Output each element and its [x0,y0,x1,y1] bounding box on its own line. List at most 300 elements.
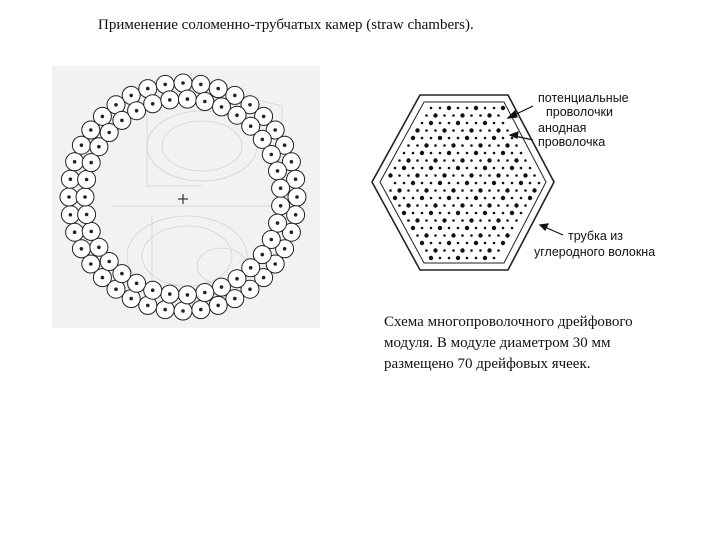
anode-wire-dot [424,143,428,147]
potential-wire-dot [529,167,532,170]
straw-wire [262,276,266,280]
potential-wire-dot [502,137,505,140]
straw-wire [69,213,73,217]
potential-wire-dot [511,152,514,155]
anode-wire-dot [474,196,478,200]
potential-wire-dot [470,144,473,147]
anode-wire-dot [438,226,442,230]
anode-wire-dot [415,218,419,222]
straw-wire [249,124,253,128]
straw-wire [120,272,124,276]
straw-wire [135,109,139,113]
potential-wire-dot [515,189,518,192]
potential-wire-dot [497,114,500,117]
straw-wire [186,97,190,101]
potential-wire-dot [439,212,442,215]
potential-wire-dot [506,159,509,162]
anode-wire-dot [433,203,437,207]
potential-wire-dot [488,219,491,222]
straw-wire [216,304,220,308]
potential-wire-dot [502,227,505,230]
anode-wire-dot [433,158,437,162]
anode-wire-dot [478,233,482,237]
potential-wire-dot [412,197,415,200]
anode-wire-dot [420,241,424,245]
anode-wire-dot [532,188,536,192]
anode-wire-dot [415,128,419,132]
potential-wire-dot [479,174,482,177]
anode-wire-label-1: анодная [538,121,587,135]
potential-wire-dot [452,204,455,207]
potential-wire-dot [511,197,514,200]
anode-wire-dot [487,158,491,162]
potential-wire-dot [524,204,527,207]
potential-wire-dot [497,144,500,147]
potential-wire-dot [497,234,500,237]
anode-wire-dot [393,196,397,200]
potential-wire-dot [515,174,518,177]
potential-wire-dot [403,152,406,155]
straw-wire [279,186,283,190]
potential-wire-dot [421,212,424,215]
straw-wire [290,160,294,164]
straw-wire [89,128,93,132]
potential-wire-dot [452,249,455,252]
potential-wire-dot [524,189,527,192]
straw-wire [129,94,133,98]
anode-wire-dot [514,203,518,207]
straw-wire [290,230,294,234]
anode-wire-dot [451,233,455,237]
potential-wire-dot [502,182,505,185]
anode-wire-dot [492,226,496,230]
anode-wire-dot [447,151,451,155]
potential-wire-dot [452,114,455,117]
potential-wire-dot [439,152,442,155]
anode-wire-dot [406,158,410,162]
anode-wire-dot [411,226,415,230]
potential-wire-dot [448,182,451,185]
potential-wire-dot [430,242,433,245]
potential-wire-dot [461,219,464,222]
potential-wire-dot [430,197,433,200]
potential-wire-dot [479,204,482,207]
anode-wire-label-2: проволочка [538,135,606,149]
potential-wire-dot [470,234,473,237]
potential-wire-dot [475,257,478,260]
straw-wire [261,253,265,257]
anode-wire-dot [501,151,505,155]
straw-wire [220,105,224,109]
potential-wire-dot [520,212,523,215]
straw-wire [270,153,274,157]
potential-wire-dot [484,107,487,110]
anode-wire-dot [429,211,433,215]
potential-wire-dot [412,167,415,170]
straw-wire [73,230,77,234]
potential-wire-dot [497,159,500,162]
potential-wire-dot [484,182,487,185]
straw-wire [83,195,87,199]
straw-wire [283,247,287,251]
tube-label-2: углеродного волокна [534,245,656,259]
straw-wire [270,238,274,242]
anode-wire-dot [420,196,424,200]
potential-wire-dot [457,152,460,155]
potential-wire-dot [421,122,424,125]
potential-wire-dot [412,212,415,215]
potential-wire-dot [448,212,451,215]
potential-wire-dot [479,159,482,162]
potential-wire-dot [506,174,509,177]
straw-wire [233,297,237,301]
potential-wire-dot [421,227,424,230]
anode-wire-dot [442,218,446,222]
straw-wire [97,145,101,149]
straw-wire [163,308,167,312]
straw-wire [249,266,253,270]
anode-wire-dot [469,173,473,177]
potential-wire-dot [434,219,437,222]
potential-wire-dot [488,189,491,192]
anode-wire-dot [505,188,509,192]
straw-wire [135,282,139,286]
straw-wire [199,308,203,312]
potential-wire-dot [484,197,487,200]
straw-wire [67,195,71,199]
anode-wire-dot [492,181,496,185]
straw-wire [151,102,155,106]
anode-wire-dot [411,136,415,140]
potential-wire-dot [421,137,424,140]
potential-wire-dot [497,189,500,192]
potential-wire-dot [497,249,500,252]
straw-wire [107,260,111,264]
straw-wire [181,81,185,85]
anode-wire-dot [402,211,406,215]
potential-wire-dot [475,137,478,140]
anode-wire-dot [429,256,433,260]
anode-wire-dot [456,166,460,170]
potential-wire-dot [511,227,514,230]
anode-wire-dot [451,143,455,147]
caption-line-3: размещено 70 дрейфовых ячеек. [384,356,591,372]
potential-wire-dot [425,174,428,177]
straw-wire [294,213,298,217]
potential-wire-dot [493,212,496,215]
anode-wire-dot [456,211,460,215]
anode-wire-dot [397,188,401,192]
anode-wire-dot [415,173,419,177]
straw-wire [262,115,266,119]
potential-wire-dot [452,219,455,222]
potential-wire-dot [439,197,442,200]
potential-wire-dot [412,152,415,155]
potential-wire-dot [425,204,428,207]
potential-wire-dot [421,182,424,185]
anode-wire-dot [487,248,491,252]
potential-wire-dot [394,182,397,185]
potential-wire-dot [457,107,460,110]
anode-wire-dot [487,203,491,207]
anode-wire-dot [505,233,509,237]
potential-wire-dot [461,144,464,147]
straw-wire [114,103,118,107]
potential-wire-dot [452,174,455,177]
potential-wire-dot [479,219,482,222]
potential-wire-dot [488,174,491,177]
anode-wire-dot [447,106,451,110]
anode-wire-dot [478,143,482,147]
slide-title: Применение соломенно-трубчатых камер (straw chambers). [98,17,474,33]
potential-wire-dot [398,204,401,207]
anode-wire-dot [411,181,415,185]
anode-wire-dot [478,188,482,192]
potential-wire-dot [439,107,442,110]
straw-wire [276,221,280,225]
potential-wire-dot [502,212,505,215]
potential-wire-dot [416,189,419,192]
potential-wire-dot [434,234,437,237]
potential-wire-dot [443,114,446,117]
straw-wire [220,285,224,289]
straw-wire [261,138,265,142]
anode-wire-dot [460,248,464,252]
straw-wire [168,98,172,102]
potential-wire-dot [461,174,464,177]
potential-wire-dot [511,182,514,185]
hex-module-figure [368,90,700,280]
potential-wire-dot [434,129,437,132]
straw-wire [69,177,73,181]
potential-wire-dot [457,197,460,200]
potential-wire-dot [493,197,496,200]
straw-wire [276,169,280,173]
potential-wire-dot [452,129,455,132]
anode-wire-dot [402,166,406,170]
anode-wire-dot [474,106,478,110]
anode-wire-dot [460,158,464,162]
straw-ring-figure [52,66,320,328]
straw-wire [203,100,207,104]
straw-wire [235,277,239,281]
potential-wire-dot [416,234,419,237]
straw-wire [85,213,89,217]
straw-wire [101,115,105,119]
potential-wire-dot [493,242,496,245]
potential-wire-dot [439,242,442,245]
potential-wire-dot [484,227,487,230]
potential-wire-dot [470,204,473,207]
potential-wire-dot [484,137,487,140]
potential-wire-dot [434,174,437,177]
potential-wire-dot [520,152,523,155]
anode-wire-dot [483,211,487,215]
potential-wire-dot [466,167,469,170]
potential-wire-dot [457,182,460,185]
potential-wire-dot [488,144,491,147]
potential-wire-dot [520,197,523,200]
potential-wire-dot [493,152,496,155]
potential-wire-dot [434,189,437,192]
potential-wire-dot [434,144,437,147]
potential-wire-dot [520,167,523,170]
potential-wire-dot [466,212,469,215]
potential-wire-dot [470,159,473,162]
potential-wire-dot [443,249,446,252]
potential-wire-dot [466,242,469,245]
potential-wire-dot [443,204,446,207]
potential-wire-dot [430,182,433,185]
potential-wire-dot [430,107,433,110]
anode-wire-dot [447,241,451,245]
anode-wire-dot [406,203,410,207]
anode-wire-dot [433,113,437,117]
potential-wire-dot [475,182,478,185]
anode-wire-dot [496,128,500,132]
anode-wire-dot [465,181,469,185]
anode-wire-dot [420,151,424,155]
potential-wire-dot [529,182,532,185]
straw-wire [146,87,150,91]
potential-wire-dot [452,159,455,162]
anode-wire-dot [388,173,392,177]
potential-wire-dot [506,219,509,222]
straw-wire [273,128,277,132]
potential-wire-dot [430,137,433,140]
potential-wire-dot [430,227,433,230]
potential-wire-dot [466,122,469,125]
anode-wire-dot [460,113,464,117]
anode-wire-dot [496,218,500,222]
anode-wire-dot [429,166,433,170]
anode-wire-dot [451,188,455,192]
potential-wire-dot [403,197,406,200]
anode-wire-dot [456,256,460,260]
potential-wire-dot [470,189,473,192]
straw-wire [101,276,105,280]
potential-wire-dot [439,257,442,260]
anode-wire-dot [528,196,532,200]
anode-wire-dot [438,136,442,140]
potential-wire-dot [515,144,518,147]
straw-wire [295,195,299,199]
potential-wire-dot [398,159,401,162]
straw-wire [203,291,207,295]
potential-wire-dot [488,129,491,132]
anode-wire-dot [483,256,487,260]
anode-wire-dot [424,233,428,237]
straw-wire [248,103,252,107]
potential-wire-dot [493,122,496,125]
caption-line-1: Схема многопроволочного дрейфового [384,314,633,330]
potential-wire-dot [416,159,419,162]
potential-wire-dot [493,107,496,110]
anode-wire-dot [429,121,433,125]
potential-wire-dot [403,182,406,185]
potential-wires-label-2: проволочки [546,105,613,119]
anode-wire-dot [456,121,460,125]
straw-wire [279,204,283,208]
figure-caption [384,312,704,375]
straw-wire [199,83,203,87]
straw-wire [89,230,93,234]
potential-wire-dot [479,249,482,252]
potential-wire-dot [430,152,433,155]
hexagon-tube [372,95,554,270]
anode-wire-dot [442,173,446,177]
anode-wire-dot [447,196,451,200]
potential-wire-dot [502,122,505,125]
anode-wire-dot [469,218,473,222]
anode-wire-dot [465,226,469,230]
anode-wire-dot [487,113,491,117]
potential-wires-label-1: потенциальные [538,91,629,105]
anode-wire-dot [474,151,478,155]
potential-wire-dot [448,122,451,125]
potential-wire-dot [421,167,424,170]
potential-wire-dot [493,257,496,260]
potential-wire-dot [407,219,410,222]
potential-wire-dot [439,167,442,170]
straw-wire [80,143,84,147]
potential-wire-dot [470,114,473,117]
potential-wire-dot [461,234,464,237]
potential-wire-dot [407,174,410,177]
potential-wire-dot [407,189,410,192]
potential-wire-dot [425,219,428,222]
potential-wire-dot [466,197,469,200]
anode-wire-dot [438,181,442,185]
straw-wire [186,293,190,297]
caption-line-2: модуля. В модуле диаметром 30 мм [384,335,611,351]
potential-wire-dot [425,159,428,162]
potential-wire-dot [398,174,401,177]
potential-wire-dot [461,189,464,192]
potential-wire-dot [448,257,451,260]
potential-wire-dot [475,122,478,125]
potential-wire-dot [479,114,482,117]
straw-wire [80,247,84,251]
anode-wire-dot [424,188,428,192]
straw-wire [120,119,124,123]
potential-wire-dot [416,204,419,207]
anode-wire-dot [514,158,518,162]
anode-wire-dot [460,203,464,207]
straw-wire [248,287,252,291]
straw-wire [114,287,118,291]
potential-wire-dot [475,212,478,215]
potential-wire-dot [457,242,460,245]
straw-wire [85,178,89,182]
anode-wire-dot [496,173,500,177]
straw-wire [151,288,155,292]
potential-wire-dot [497,204,500,207]
potential-wire-dot [506,129,509,132]
potential-wire-dot [457,227,460,230]
straw-wire [163,83,167,87]
potential-wire-dot [443,159,446,162]
potential-wire-dot [425,249,428,252]
straw-wire [233,94,237,98]
anode-wire-dot [492,136,496,140]
straw-wire [168,292,172,296]
potential-wire-dot [448,167,451,170]
potential-wire-dot [524,159,527,162]
potential-wire-dot [439,122,442,125]
potential-wire-dot [533,174,536,177]
anode-wire-dot [501,196,505,200]
